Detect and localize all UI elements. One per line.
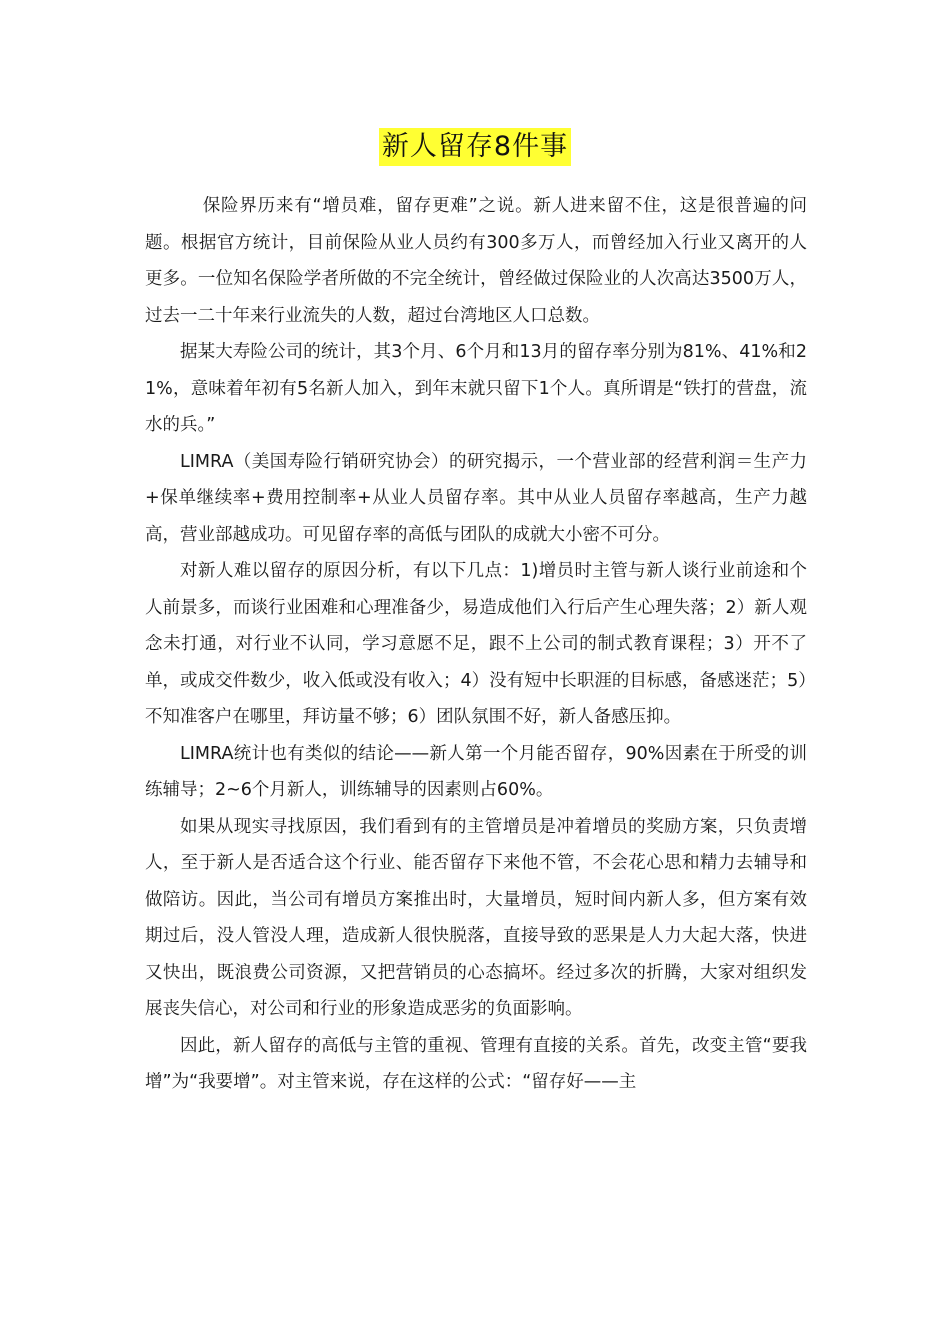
paragraph-retention-stats: 据某大寿险公司的统计，其3个月、6个月和13月的留存率分别为81%、41%和21%，意味着年初有5名新人加入，到年末就只留下1个人。真所谓是“铁打的营盘，流水的兵。” bbox=[145, 342, 807, 435]
paragraph-manager-role: 因此，新人留存的高低与主管的重视、管理有直接的关系。首先，改变主管“要我增”为“我要增”。对主管来说，存在这样的公式：“留存好——主 bbox=[145, 1035, 807, 1092]
paragraph-intro: 保险界历来有“增员难，留存更难”之说。新人进来留不住，这是很普遍的问题。根据官方统计，目前保险从业人员约有300多万人，而曾经加入行业又离开的人更多。一位知名保险学者所做的不完全统计，曾经做过保险业的人次高达3500万人，过去一二十年来行业流失的人数，超过台湾地区人口总数。 bbox=[145, 196, 807, 326]
title-container bbox=[0, 128, 950, 166]
paragraph-reasons: 对新人难以留存的原因分析，有以下几点：1)增员时主管与新人谈行业前途和个人前景多，而谈行业困难和心理准备少，易造成他们入行后产生心理失落；2）新人观念未打通，对行业不认同，学习意愿不足，跟不上公司的制式教育课程；3）开不了单，或成交件数少，收入低或没有收入；4）没有短中长职涯的目标感，备感迷茫；5）不知准客户在哪里，拜访量不够；6）团队氛围不好，新人备感压抑。 bbox=[145, 561, 807, 727]
document-title: 新人留存8件事 bbox=[379, 128, 571, 166]
paragraph-real-causes: 如果从现实寻找原因，我们看到有的主管增员是冲着增员的奖励方案，只负责增人，至于新人是否适合这个行业、能否留存下来他不管，不会花心思和精力去辅导和做陪访。因此，当公司有增员方案推出时，大量增员，短时间内新人多，但方案有效期过后，没人管没人理，造成新人很快脱落，直接导致的恶果是人力大起大落，快进又快出，既浪费公司资源，又把营销员的心态搞坏。经过多次的折腾，大家对组织发展丧失信心，对公司和行业的形象造成恶劣的负面影响。 bbox=[145, 816, 807, 1019]
document-body bbox=[145, 188, 807, 1101]
paragraph-limra-formula: LIMRA（美国寿险行销研究协会）的研究揭示，一个营业部的经营利润＝生产力+保单继续率+费用控制率+从业人员留存率。其中从业人员留存率越高，生产力越高，营业部越成功。可见留存率的高低与团队的成就大小密不可分。 bbox=[145, 451, 807, 545]
paragraph-limra-training: LIMRA统计也有类似的结论——新人第一个月能否留存，90%因素在于所受的训练辅导；2~6个月新人，训练辅导的因素则占60%。 bbox=[145, 743, 807, 800]
